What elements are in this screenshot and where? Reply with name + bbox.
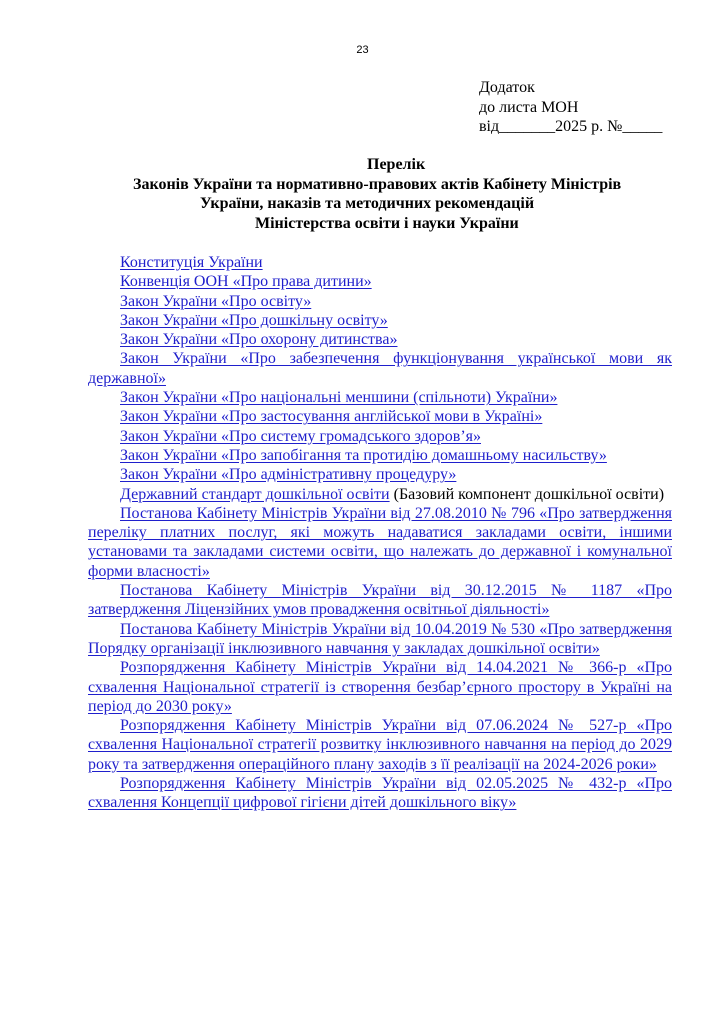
addendum-letter-ref: до листа МОН: [479, 98, 579, 116]
document-link[interactable]: Закон України «Про застосування англійської мови в Україні»: [120, 408, 543, 426]
document-link[interactable]: Закон України «Про охорону дитинства»: [120, 331, 398, 349]
document-link[interactable]: Розпорядження Кабінету Міністрів України від 14.04.2021 № 366-р «Про схвалення Національної стратегії із створення безбар’єрного простору в Україні на період до 2030 року»: [88, 659, 672, 715]
document-list-item: [88, 388, 672, 407]
document-link[interactable]: Закон України «Про систему громадського здоров’я»: [120, 427, 481, 445]
document-link[interactable]: Постанова Кабінету Міністрів України від 10.04.2019 № 530 «Про затвердження Порядку організації інклюзивного навчання у закладах дошкільної освіти»: [88, 620, 672, 657]
document-list-item: [88, 330, 672, 349]
document-link[interactable]: Постанова Кабінету Міністрів України від 27.08.2010 № 796 «Про затвердження переліку платних послуг, які можуть надаватися закладами освіти, іншими установами та закладами системи освіти, що належать до державної і комунальної форми власності»: [88, 504, 672, 580]
document-link[interactable]: Конвенція ООН «Про права дитини»: [120, 273, 372, 291]
document-list-item: [88, 349, 672, 388]
document-list-item: [88, 716, 672, 774]
document-list-item: [88, 485, 672, 504]
document-list-item: [88, 465, 672, 484]
document-list-item: [88, 272, 672, 291]
heading-subtitle-line1: Законів України та нормативно-правових актів Кабінету Міністрів: [133, 175, 622, 193]
document-link[interactable]: Закон України «Про запобігання та протидію домашньому насильству»: [120, 446, 607, 464]
document-list-item: [88, 407, 672, 426]
heading-title: Перелік: [367, 156, 426, 173]
document-list-item: [88, 446, 672, 465]
document-list-item: [88, 427, 672, 446]
document-link[interactable]: Розпорядження Кабінету Міністрів України від 07.06.2024 № 527-р «Про схвалення Національної стратегії розвитку інклюзивного навчання на період до 2029 року та затвердження операційного плану заходів з її реалізації на 2024-2026 роки»: [88, 717, 672, 773]
document-list-item: [88, 253, 672, 272]
addendum-block: [479, 78, 662, 137]
document-link[interactable]: Постанова Кабінету Міністрів України від 30.12.2015 № 1187 «Про затвердження Ліцензійних умов провадження освітньої діяльності»: [88, 582, 672, 619]
document-link[interactable]: Закон України «Про адміністративну процедуру»: [120, 466, 457, 484]
document-list-item: [88, 581, 672, 620]
addendum-date-number: від_______2025 р. №_____: [479, 118, 663, 135]
document-link[interactable]: Розпорядження Кабінету Міністрів України від 02.05.2025 № 432-р «Про схвалення Концепції цифрової гігієни дітей дошкільного віку»: [88, 775, 672, 812]
document-link[interactable]: Конституція України: [120, 254, 263, 271]
page-number: 23: [356, 44, 369, 56]
document-list-item: [88, 311, 672, 330]
addendum-title: Додаток: [479, 79, 535, 96]
document-link[interactable]: Закон України «Про національні меншини (спільноти) України»: [120, 389, 558, 407]
document-list-item: [88, 774, 672, 813]
document-list-item: [88, 292, 672, 311]
document-link[interactable]: Державний стандарт дошкільної освіти: [120, 485, 390, 503]
documents-list: [88, 253, 672, 813]
document-list-item: [88, 620, 672, 659]
heading-subtitle-line3: Міністерства освіти і науки України: [255, 214, 519, 232]
document-heading: [0, 155, 725, 233]
document-list-item: [88, 504, 672, 581]
heading-subtitle-line2: України, наказів та методичних рекомендацій: [200, 195, 535, 212]
document-link[interactable]: Закон України «Про забезпечення функціонування української мови як державної»: [88, 350, 672, 387]
document-note: (Базовий компонент дошкільної освіти): [389, 485, 665, 503]
document-link[interactable]: Закон України «Про дошкільну освіту»: [120, 311, 388, 329]
document-list-item: [88, 658, 672, 716]
document-link[interactable]: Закон України «Про освіту»: [120, 292, 312, 310]
